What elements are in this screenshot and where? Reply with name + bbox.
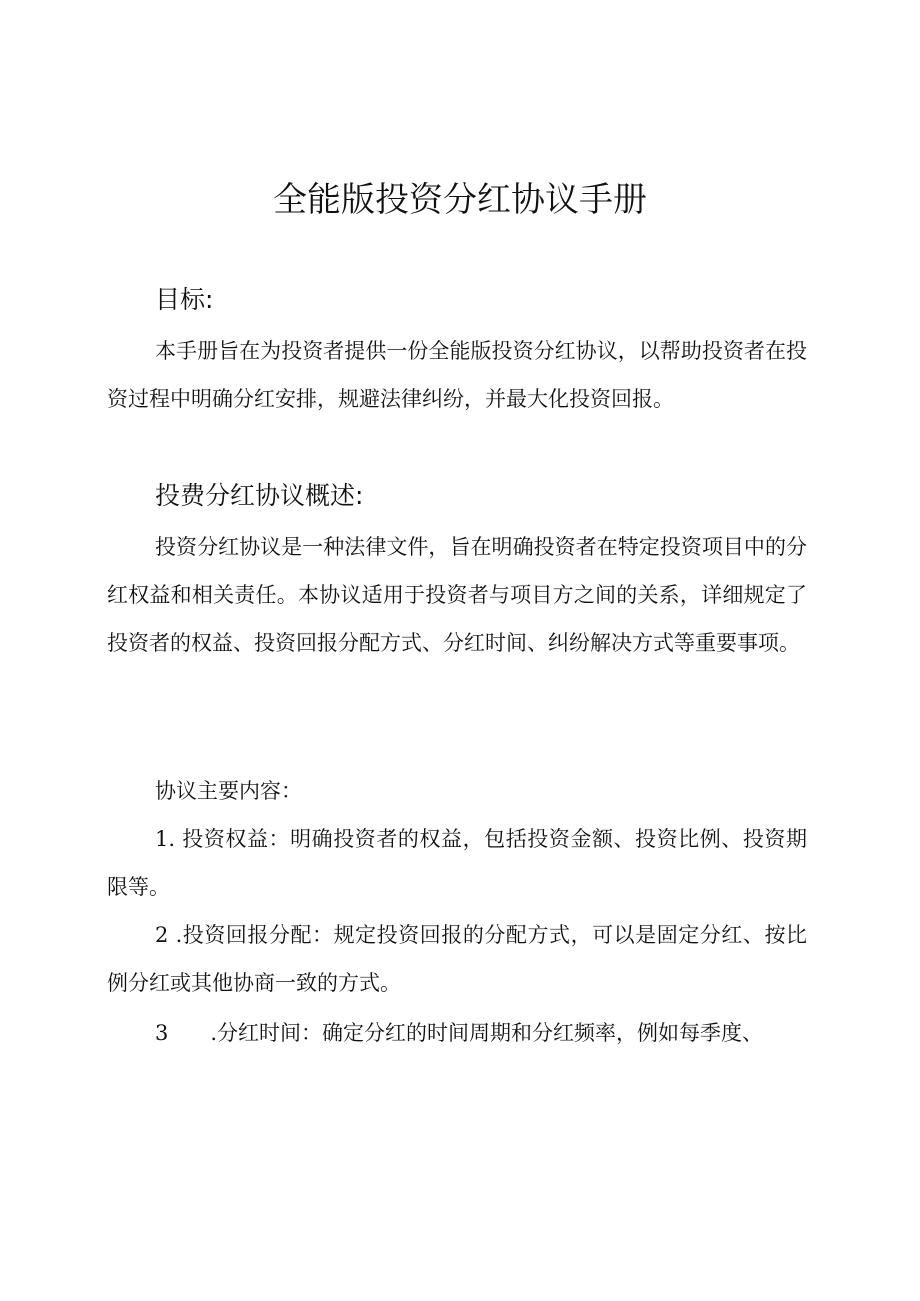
list-item-dividend-time: 3 .分红时间：确定分红的时间周期和分红频率，例如每季度、 xyxy=(155,1021,764,1045)
overview-paragraph: 投资分红协议是一种法律文件，旨在明确投资者在特定投资项目中的分红权益和相关责任。本协议适用于投资者与项目方之间的关系，详细规定了投资者的权益、投资回报分配方式、分红时间、纠纷解决方式等重要事项。 xyxy=(107,535,807,655)
main-content-label: 协议主要内容： xyxy=(155,779,302,803)
section-heading-goal: 目标: xyxy=(155,285,214,314)
list-item-return-distribution: 2 .投资回报分配：规定投资回报的分配方式，可以是固定分红、按比例分红或其他协商一致的方式。 xyxy=(107,923,807,995)
list-item-investment-rights: 1. 投资权益：明确投资者的权益，包括投资金额、投资比例、投资期限等。 xyxy=(107,827,807,899)
page-title: 全能版投资分红协议手册 xyxy=(273,180,647,220)
goal-paragraph: 本手册旨在为投资者提供一份全能版投资分红协议，以帮助投资者在投资过程中明确分红安排，规避法律纠纷，并最大化投资回报。 xyxy=(107,339,807,411)
section-heading-overview: 投费分红协议概述: xyxy=(155,481,364,510)
